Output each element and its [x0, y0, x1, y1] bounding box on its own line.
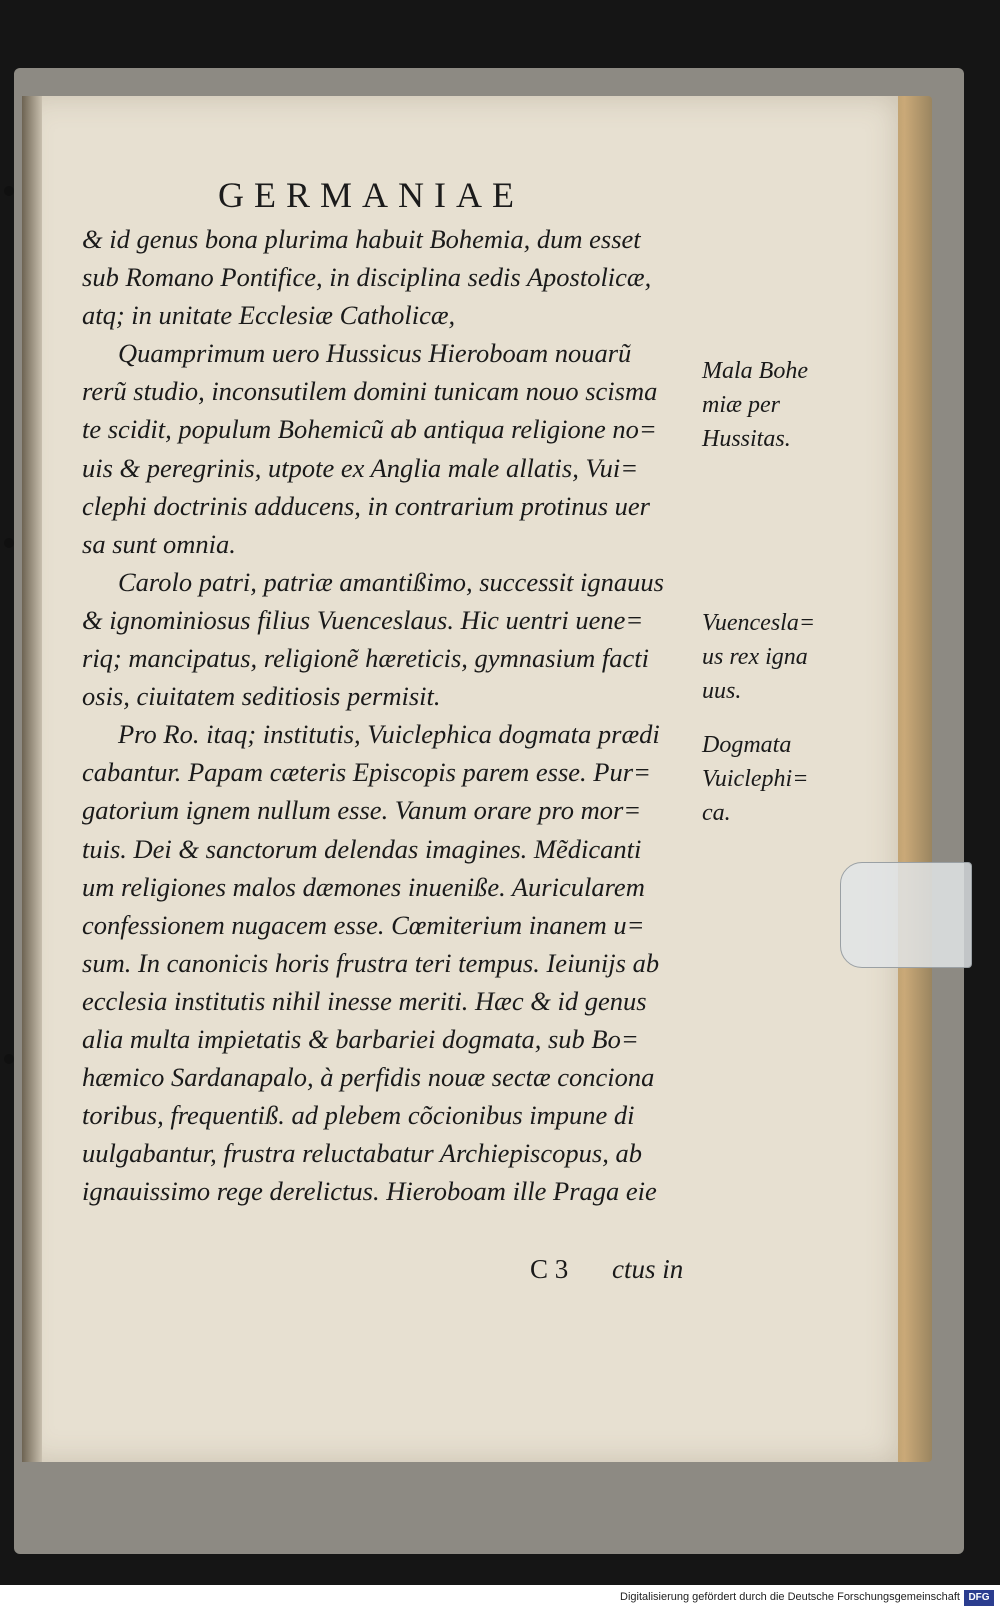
text-line: rerũ studio, inconsutilem domini tunicam nouo scisma: [82, 376, 658, 407]
text-line: cabantur. Papam cæteris Episcopis parem esse. Pur=: [82, 757, 651, 788]
digitization-footer: [0, 1588, 1000, 1612]
binding-mark: [4, 538, 14, 548]
margin-note-line: Dogmata: [702, 732, 792, 758]
binding-mark: [4, 186, 14, 196]
text-line: um religiones malos dæmones inueniße. Auricularem: [82, 871, 645, 902]
text-line: & id genus bona plurima habuit Bohemia, dum esset: [82, 224, 641, 254]
binding-mark: [4, 1054, 14, 1064]
text-line: hæmico Sardanapalo, à perfidis nouæ sectæ conciona: [82, 1062, 655, 1093]
text-line: sum. In canonicis horis frustra teri tempus. Ieiunijs ab: [82, 947, 660, 978]
text-line: Carolo patri, patriæ amantißimo, successit ignauus: [118, 566, 664, 597]
text-line: atq; in unitate Ecclesiæ Catholicæ,: [82, 300, 456, 331]
page-clip-tab: [840, 862, 972, 968]
text-line: ignauissimo rege derelictus. Hieroboam ille Praga eie: [82, 1176, 657, 1207]
signature-mark: C 3: [530, 1254, 569, 1284]
text-line: uulgabantur, frustra reluctabatur Archiepiscopus, ab: [82, 1138, 642, 1169]
text-line: gatorium ignem nullum esse. Vanum orare pro mor=: [82, 795, 642, 826]
text-line: ecclesia institutis nihil inesse meriti. Hæc & id genus: [82, 985, 647, 1016]
catchword: ctus in: [612, 1254, 684, 1284]
body-text: [82, 220, 694, 1210]
text-line: uis & peregrinis, utpote ex Anglia male allatis, Vui=: [82, 452, 639, 483]
margin-note-vuenceslaus: [702, 606, 892, 708]
funding-credit: Digitalisierung gefördert durch die Deutsche Forschungsgemeinschaft: [620, 1591, 960, 1603]
margin-note-line: Vuiclephi=: [702, 766, 809, 792]
margin-note-line: ca.: [702, 800, 731, 826]
text-line: alia multa impietatis & barbariei dogmata, sub Bo=: [82, 1023, 639, 1054]
text-line: Quamprimum uero Hussicus Hieroboam nouarũ: [118, 338, 632, 369]
dfg-logo-icon: DFG: [964, 1590, 994, 1606]
margin-note-line: miæ per: [702, 392, 780, 418]
text-line: confessionem nugacem esse. Cœmiterium inanem u=: [82, 909, 645, 940]
margin-note-dogmata: [702, 728, 892, 830]
text-line: clephi doctrinis adducens, in contrarium protinus uer: [82, 490, 650, 521]
text-line: riq; mancipatus, religionẽ hæreticis, gymnasium facti: [82, 643, 649, 674]
margin-note-mala-bohemiae: [702, 354, 892, 456]
text-line: osis, ciuitatem seditiosis permisit.: [82, 681, 441, 712]
text-line: te scidit, populum Bohemicũ ab antiqua religione no=: [82, 414, 657, 445]
margin-note-line: Vuencesla=: [702, 610, 816, 636]
margin-note-line: Hussitas.: [702, 426, 791, 452]
text-line: tuis. Dei & sanctorum delendas imagines. Mẽdicanti: [82, 833, 642, 864]
page-gutter: [22, 96, 42, 1462]
text-line: sa sunt omnia.: [82, 528, 236, 559]
running-header: GERMANIAE: [218, 175, 524, 215]
text-line: Pro Ro. itaq; institutis, Vuiclephica dogmata prædi: [118, 719, 660, 750]
text-line: sub Romano Pontifice, in disciplina sedis Apostolicæ,: [82, 262, 652, 293]
margin-note-line: us rex igna: [702, 644, 808, 670]
margin-note-line: Mala Bohe: [702, 358, 808, 384]
text-line: & ignominiosus filius Vuenceslaus. Hic uentri uene=: [82, 604, 644, 635]
text-line: toribus, frequentiß. ad plebem cõcionibus impune di: [82, 1100, 635, 1131]
margin-note-line: uus.: [702, 678, 742, 704]
